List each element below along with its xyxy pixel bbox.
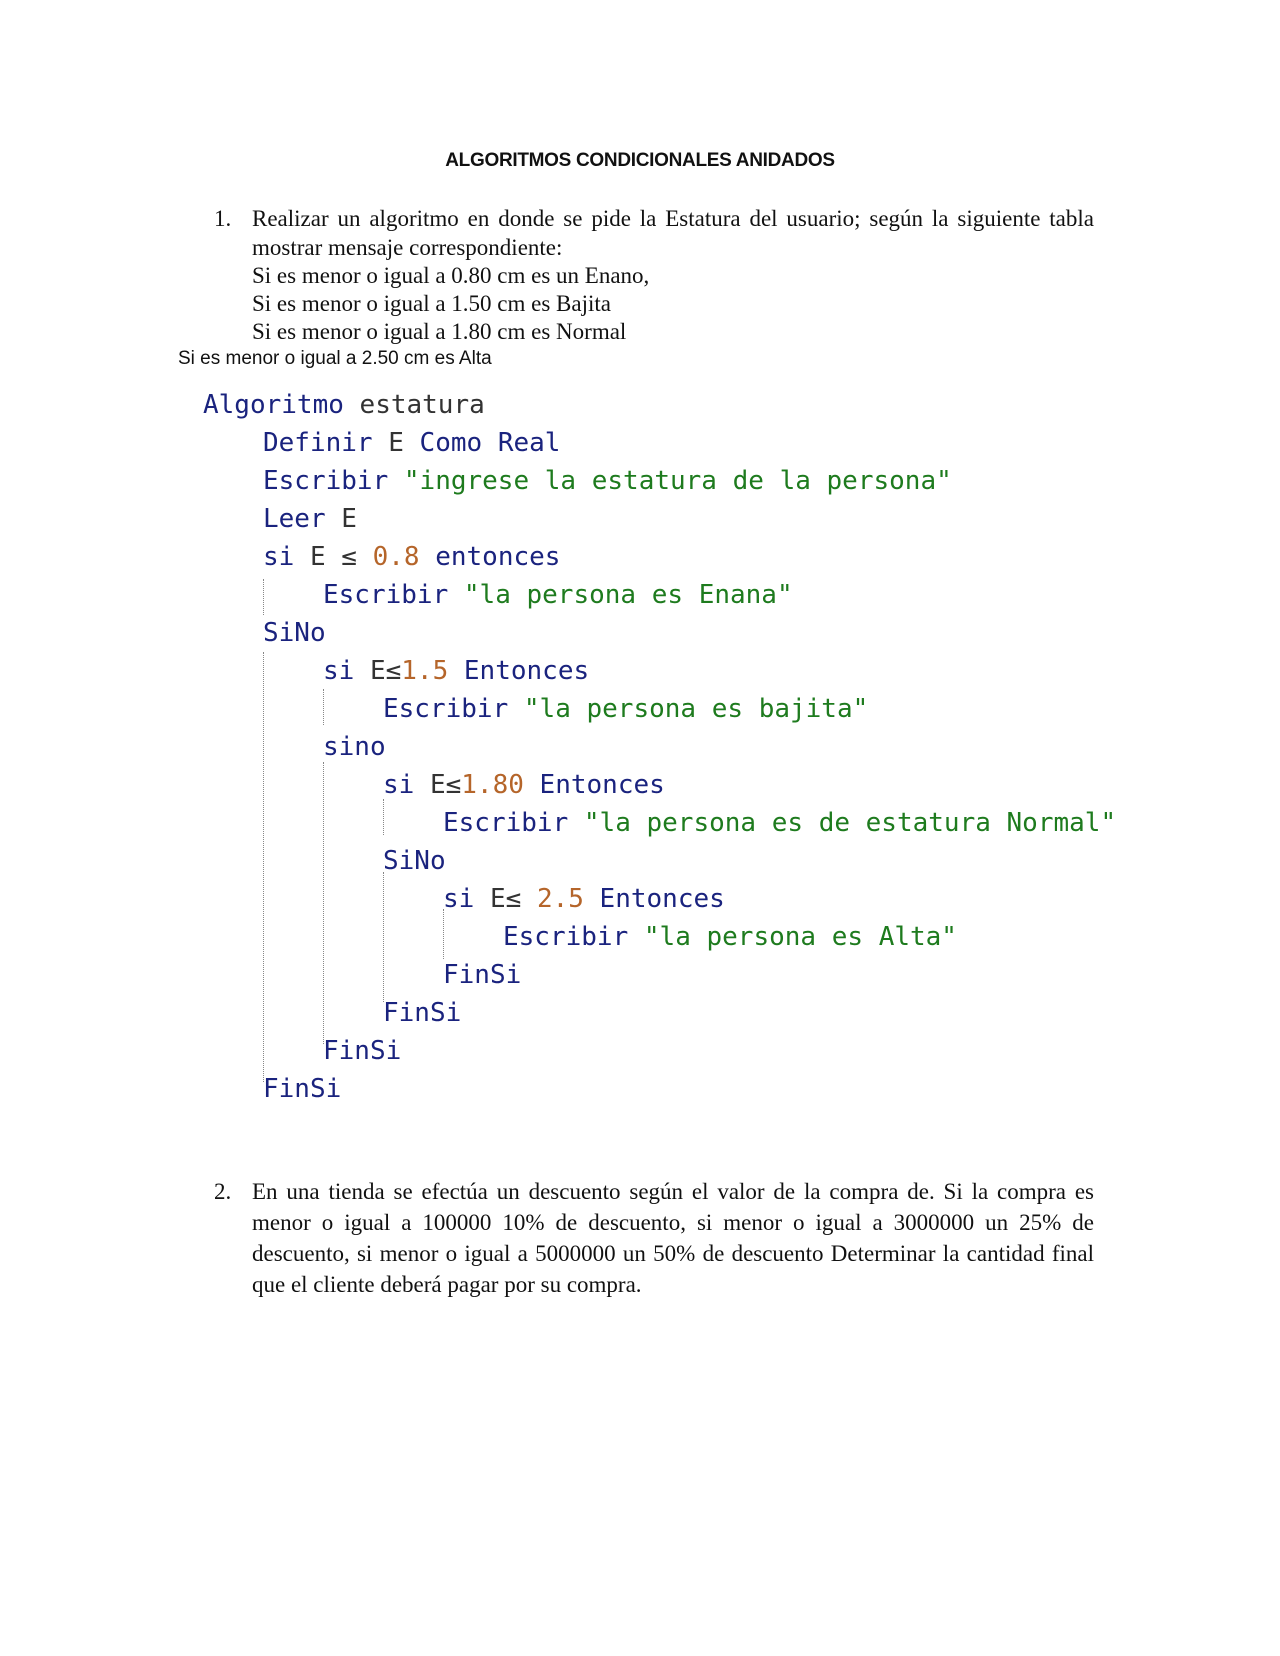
code-number: 1.80: [461, 770, 524, 800]
code-keyword: Entonces: [583, 884, 725, 914]
code-line-7: [263, 618, 326, 648]
exercise-2: [214, 1176, 1094, 1300]
code-identifier: estatura: [343, 390, 485, 420]
code-line-17: [383, 998, 461, 1028]
code-keyword: Escribir: [443, 808, 569, 838]
code-keyword: sino: [323, 732, 386, 762]
code-line-11: [383, 770, 665, 800]
exercise-2-text: En una tienda se efectúa un descuento según el valor de la compra de. Si la compra es menor o igual a 100000 10% de descuento, si menor o igual a 3000000 un 25% de descuento, si menor o igual a 5000000 un 50% de descuento Determinar la cantidad final que el cliente deberá pagar por su compra.: [252, 1179, 1094, 1297]
code-keyword: Escribir: [503, 922, 629, 952]
code-keyword: Escribir: [263, 466, 389, 496]
exercise-2-number: 2.: [214, 1179, 232, 1204]
code-line-8: [323, 656, 589, 686]
code-string: "la persona es Enana": [448, 580, 793, 610]
code-identifier: E: [325, 504, 357, 534]
code-keyword: entonces: [419, 542, 561, 572]
indent-guide: [383, 872, 384, 1002]
code-keyword: FinSi: [443, 960, 522, 990]
code-line-13: [383, 846, 446, 876]
code-keyword: Como Real: [419, 428, 561, 458]
code-keyword: Definir: [263, 428, 373, 458]
code-line-12: [443, 808, 1116, 838]
indent-guide: [323, 689, 324, 725]
code-keyword: Entonces: [448, 656, 590, 686]
code-string: "ingrese la estatura de la persona": [388, 466, 952, 496]
code-identifier: E≤: [474, 884, 537, 914]
code-line-6: [323, 580, 793, 610]
code-line-10: [323, 732, 386, 762]
code-identifier: E≤: [354, 656, 402, 686]
code-line-9: [383, 694, 868, 724]
condition-line: Si es menor o igual a 1.50 cm es Bajita: [252, 291, 611, 316]
code-number: 1.5: [401, 656, 449, 686]
code-identifier: E≤: [414, 770, 462, 800]
code-identifier: E ≤: [294, 542, 373, 572]
code-identifier: E: [372, 428, 420, 458]
code-keyword: FinSi: [263, 1074, 342, 1104]
code-string: "la persona es Alta": [628, 922, 957, 952]
exercise-1-number: 1.: [214, 206, 232, 231]
code-line-1: [203, 390, 485, 420]
code-keyword: Escribir: [323, 580, 449, 610]
condition-line: Si es menor o igual a 0.80 cm es un Enano,: [252, 263, 650, 288]
code-line-2: [263, 428, 560, 458]
code-keyword: Algoritmo: [203, 390, 344, 420]
code-string: "la persona es bajita": [508, 694, 869, 724]
code-line-16: [443, 960, 521, 990]
code-keyword: si: [383, 770, 415, 800]
code-keyword: FinSi: [323, 1036, 402, 1066]
code-line-3: [263, 466, 952, 496]
code-line-18: [323, 1036, 401, 1066]
code-line-14: [443, 884, 725, 914]
code-number: 2.5: [536, 884, 584, 914]
condition-line: Si es menor o igual a 1.80 cm es Normal: [252, 319, 627, 344]
code-keyword: SiNo: [383, 846, 446, 876]
document-title: ALGORITMOS CONDICIONALES ANIDADOS: [445, 150, 835, 171]
code-keyword: FinSi: [383, 998, 462, 1028]
code-keyword: Leer: [263, 504, 326, 534]
code-keyword: Entonces: [523, 770, 665, 800]
code-string: "la persona es de estatura Normal": [568, 808, 1117, 838]
code-line-5: [263, 542, 560, 572]
code-line-4: [263, 504, 357, 534]
code-line-15: [503, 922, 957, 952]
indent-guide: [263, 652, 264, 1082]
indent-guide: [443, 909, 444, 959]
indent-guide: [263, 579, 264, 615]
code-keyword: si: [323, 656, 355, 686]
condition-line-extra: Si es menor o igual a 2.50 cm es Alta: [178, 348, 492, 369]
indent-guide: [383, 799, 384, 835]
code-keyword: Escribir: [383, 694, 509, 724]
code-number: 0.8: [372, 542, 420, 572]
exercise-1-text: Realizar un algoritmo en donde se pide la Estatura del usuario; según la siguiente tabla mostrar mensaje correspondiente:: [252, 206, 1094, 260]
code-keyword: si: [263, 542, 295, 572]
code-keyword: si: [443, 884, 475, 914]
indent-guide: [323, 762, 324, 1044]
code-keyword: SiNo: [263, 618, 326, 648]
code-line-19: [263, 1074, 341, 1104]
